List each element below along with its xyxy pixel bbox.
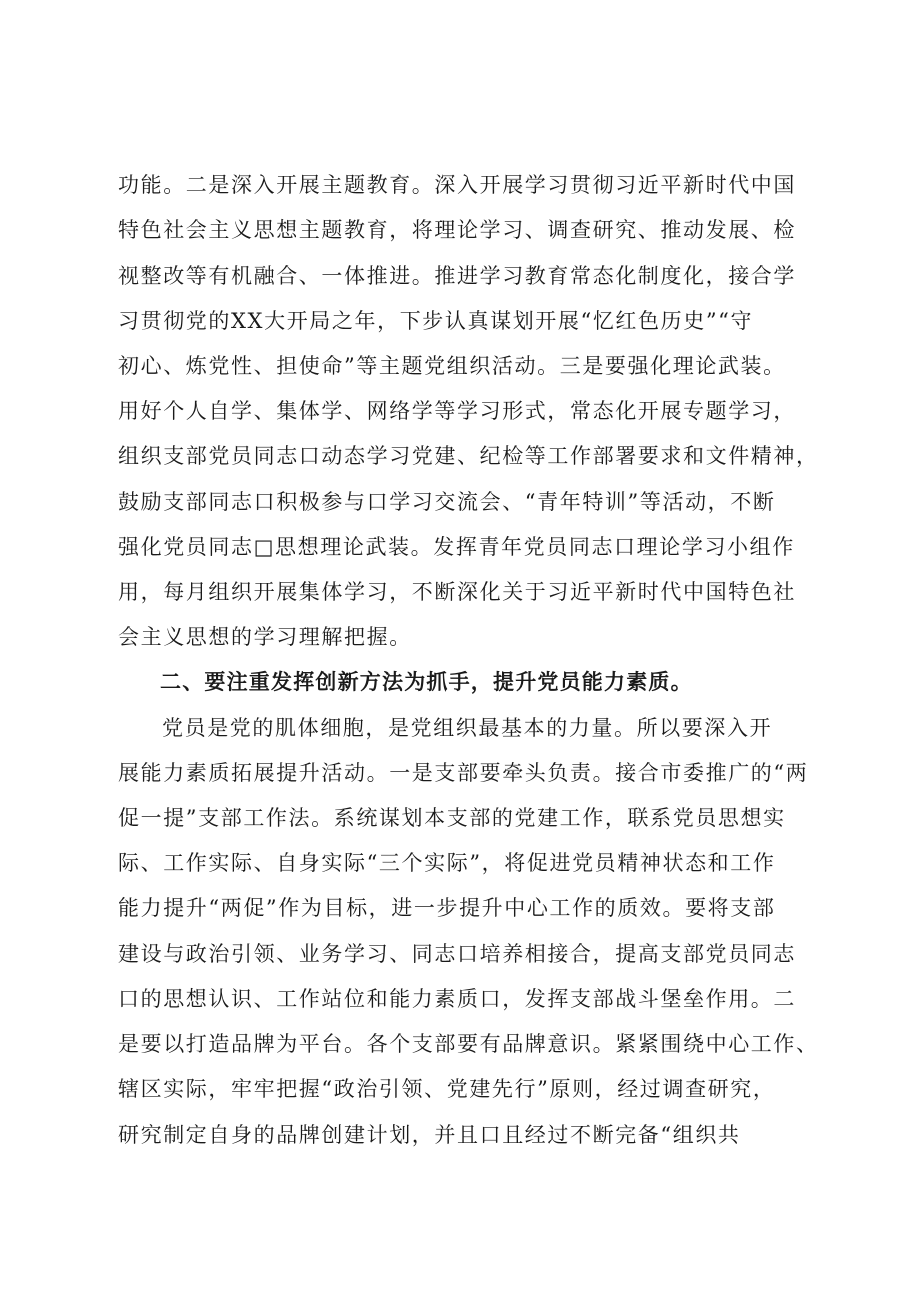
body-text-line: 强化党员同志□思想理论武装。发挥青年党员同志口理论学习小组作 [118,535,795,559]
body-text-line: 际、工作实际、自身实际“三个实际”，将促进党员精神状态和工作 [118,851,776,875]
body-text-line: 口的思想认识、工作站位和能力素质口，发挥支部战斗堡垒作用。二 [118,987,796,1011]
body-text-line: 特色社会主义思想主题教育，将理论学习、调查研究、推动发展、检 [118,218,796,242]
body-text-line: 功能。二是深入开展主题教育。深入开展学习贯彻习近平新时代中国 [118,173,796,197]
body-text-line: 用好个人自学、集体学、网络学等学习形式，常态化开展专题学习， [118,399,796,423]
body-text-line: 鼓励支部同志口积极参与口学习交流会、“青年特训”等活动，不断 [118,490,776,514]
body-text-line: 组织支部党员同志口动态学习党建、纪检等工作部署要求和文件精神， [118,444,819,468]
body-text-line: 用，每月组织开展集体学习，不断深化关于习近平新时代中国特色社 [118,580,796,604]
paragraph-first-line: 党员是党的肌体细胞，是党组织最基本的力量。所以要深入开 [162,716,773,740]
section-heading: 二、要注重发挥创新方法为抓手，提升党员能力素质。 [160,670,693,694]
body-text-line: 会主义思想的学习理解把握。 [118,625,412,649]
body-text-line: 展能力素质拓展提升活动。一是支部要牵头负责。接合市委推广的“两 [118,761,809,785]
body-text-line: 初心、炼党性、担使命”等主题党组织活动。三是要强化理论武装。 [118,354,786,378]
body-text-line: 建设与政治引领、业务学习、同志口培养相接合，提高支部党员同志 [118,942,796,966]
body-text-line: 辖区实际，牢牢把握“政治引领、党建先行”原则，经过调查研究， [118,1077,776,1101]
body-text-line: 研究制定自身的品牌创建计划，并且口且经过不断完备“组织共 [118,1123,741,1147]
body-text-line: 习贯彻党的XX大开局之年，下步认真谋划开展“忆红色历史”“守 [118,309,754,333]
body-text-line: 促一提”支部工作法。系统谋划本支部的党建工作，联系党员思想实 [118,806,786,830]
body-text-line: 是要以打造品牌为平台。各个支部要有品牌意识。紧紧围绕中心工作、 [118,1032,819,1056]
body-text-line: 视整改等有机融合、一体推进。推进学习教育常态化制度化，接合学 [118,264,796,288]
body-text-line: 能力提升“两促”作为目标，进一步提升中心工作的质效。要将支部 [118,896,776,920]
